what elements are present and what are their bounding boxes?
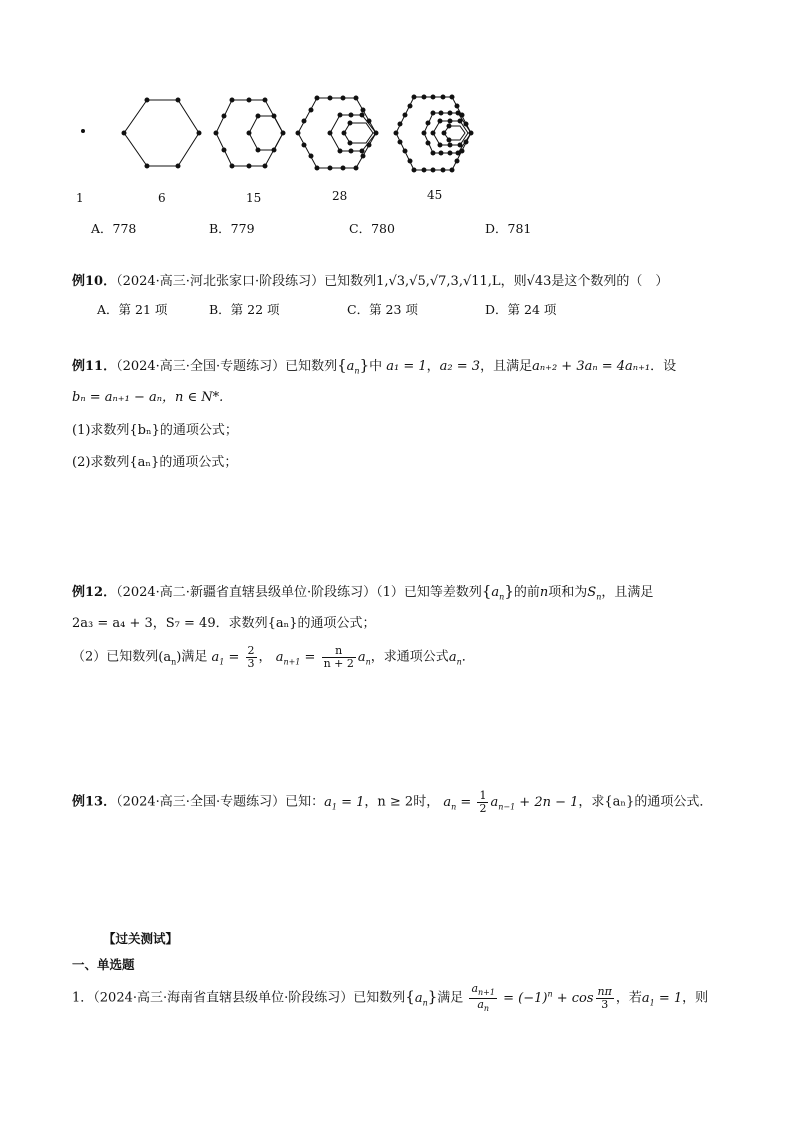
hexagon-15: [214, 98, 285, 168]
q9-option-c[interactable]: C．780: [349, 221, 395, 236]
test-question-1-text-c: ，若: [615, 990, 642, 1006]
example-11-text-a: 已知数列: [285, 359, 338, 374]
example-13-source: （2024·高三·全国·专题练习）: [116, 794, 286, 810]
ex10-option-b[interactable]: B．第 22 项: [209, 302, 280, 317]
example-11-question-2: (2)求数列{aₙ}的通项公式；: [72, 455, 238, 470]
example-12-text-b: 的前: [513, 585, 540, 600]
example-13-label: 例13．: [72, 794, 117, 810]
figure-dot-1: [81, 129, 85, 133]
hexagon-45: [394, 95, 473, 172]
example-10-label: 例10．: [72, 274, 117, 289]
test-question-1-text-d: ，则: [682, 990, 709, 1006]
example-10-term: √43: [526, 274, 552, 289]
example-11-text-d: ．设: [650, 359, 677, 374]
example-11-recurrence: aₙ₊₂ + 3aₙ = 4aₙ₊₁: [532, 359, 651, 374]
hexagonal-numbers-figure: [0, 0, 794, 200]
test-question-1-text-b: 满足: [437, 990, 464, 1006]
test-heading: 【过关测试】: [103, 931, 179, 946]
example-11-text-b: 中: [369, 359, 383, 374]
example-12-text-3b: 满足: [181, 649, 208, 665]
test-question-1-text-a: 已知数列: [353, 990, 406, 1006]
section-single-choice: 一、单选题: [72, 957, 135, 972]
example-10-text-b: ，则: [500, 274, 527, 289]
example-13: 例13．（2024·高三·全国·专题练习）已知：$a_1 = 1$，n ≥ 2时， $a_n$ = $\frac{1}{2}$ $a_{n-1} + 2n - 1$，求{aₙ}的通项公式．: [72, 789, 713, 815]
example-12-text-a: （1）已知等差数列: [376, 585, 482, 600]
example-12-line-1: 例12．（2024·高二·新疆省直辖县级单位·阶段练习）（1）已知等差数列$\{a_n\}$的前n项和为$S_n$，且满足: [72, 582, 654, 602]
figure-label-45: 45: [427, 188, 443, 202]
figure-label-6: 6: [158, 191, 166, 205]
example-11-cond-2: a₂ = 3: [439, 359, 481, 374]
figure-label-15: 15: [246, 191, 262, 205]
example-11-question-1: (1)求数列{bₙ}的通项公式；: [72, 423, 238, 438]
q9-option-a[interactable]: A．778: [91, 221, 137, 236]
example-12-text-d: ，且满足: [601, 585, 654, 600]
hexagon-28: [296, 96, 378, 170]
example-11-line-1: 例11．（2024·高三·全国·专题练习）已知数列$\{a_n\}$中 a₁ = 1，a₂ = 3，且满足aₙ₊₂ + 3aₙ = 4aₙ₊₁．设: [72, 356, 677, 376]
example-11-cond-1: a₁ = 1: [386, 359, 427, 374]
example-10-text-a: 已知数列: [324, 274, 377, 289]
example-13-text-d: ，求{aₙ}的通项公式．: [578, 794, 713, 810]
example-12-label: 例12．: [72, 585, 117, 600]
example-10-sequence: 1,√3,√5,√7,3,√11,L: [376, 274, 501, 289]
example-12-source: （2024·高二·新疆省直辖县级单位·阶段练习）: [116, 585, 377, 600]
q9-option-d[interactable]: D．781: [485, 221, 532, 236]
example-12-text-3d: ，求通项公式: [370, 649, 449, 665]
example-13-text-a: 已知：: [285, 794, 325, 810]
example-11-line-2: bₙ = aₙ₊₁ − aₙ，n ∈ N*.: [72, 390, 224, 405]
example-11-source: （2024·高三·全国·专题练习）: [116, 359, 286, 374]
example-12-text-3c: ，: [258, 649, 272, 665]
ex10-option-c[interactable]: C．第 23 项: [347, 302, 418, 317]
example-10: [72, 270, 668, 289]
figure-label-28: 28: [332, 189, 348, 203]
example-11-text-c: ，且满足: [480, 359, 533, 374]
example-13-text-b: ，: [364, 794, 378, 810]
ex10-option-a[interactable]: A．第 21 项: [97, 302, 168, 317]
example-12-text-3a: （2）已知数列: [72, 649, 159, 665]
q9-option-b[interactable]: B．779: [209, 221, 255, 236]
test-question-1: 1．（2024·高三·海南省直辖县级单位·阶段练习）已知数列$\{a_n\}$满足 $\frac{a_{n+1}}{a_n}$ = $(-1)^n + \cos$ $\frac{n\pi}{3}$ ，若$a_1 = 1$，则: [72, 982, 709, 1013]
hexagon-6: [122, 98, 201, 168]
example-12-line-3: （2）已知数列$(a_n)$满足 $a_1$ = $\frac{2}{3}$ ， $a_{n+1}$ = $\frac{n}{n + 2}$ $a_n$，求通项公式$a_n$．: [72, 644, 475, 670]
example-12-text-3e: ．: [461, 649, 475, 665]
example-11-label: 例11．: [72, 359, 117, 374]
ex10-option-d[interactable]: D．第 24 项: [485, 302, 557, 317]
example-10-source: （2024·高三·河北张家口·阶段练习）: [116, 274, 325, 289]
test-question-1-source: （2024·高三·海南省直辖县级单位·阶段练习）: [93, 990, 354, 1006]
example-10-text-c: 是这个数列的（ ）: [551, 274, 669, 289]
test-question-1-label: 1．: [72, 990, 94, 1006]
figure-label-1: 1: [76, 191, 84, 205]
example-12-line-2: 2a₃ = a₄ + 3，S₇ = 49．求数列{aₙ}的通项公式；: [72, 616, 376, 631]
example-12-text-c: 项和为: [548, 585, 588, 600]
example-13-text-c: n ≥ 2时，: [377, 794, 440, 810]
